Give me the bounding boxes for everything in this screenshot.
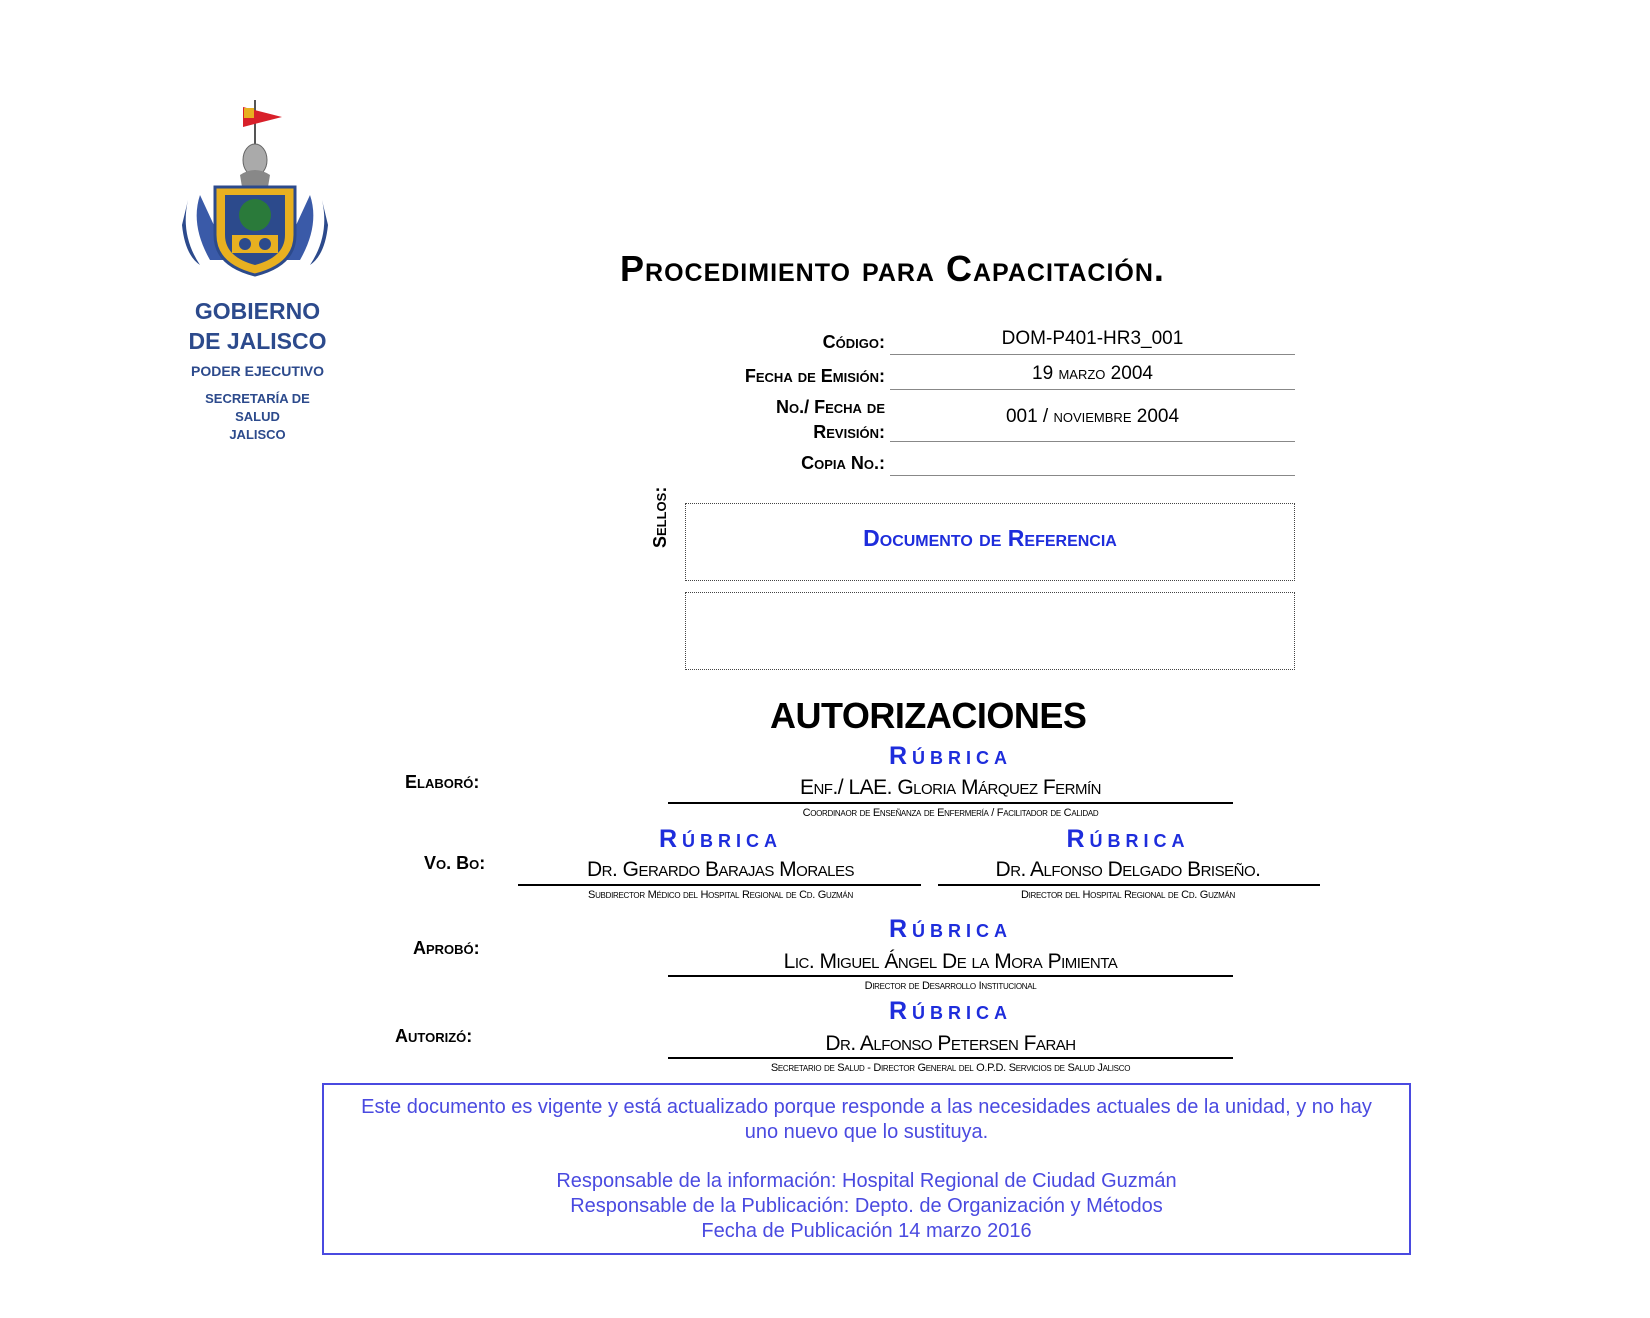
aprobo-signature-line (668, 975, 1233, 977)
revision-rule (890, 441, 1295, 442)
vobo-right-signature-line (938, 884, 1320, 886)
aprobo-title: Director de Desarrollo Institucional (864, 980, 1037, 992)
info-responsible: Responsable de la información: Hospital Regional de Ciudad Guzmán (556, 1170, 1177, 1192)
fecha-emision-value: 19 marzo 2004 (1032, 363, 1153, 384)
revision-label-line2: Revisión: (813, 422, 885, 442)
autorizo-title: Secretario de Salud - Director General del O.P.D. Servicios de Salud Jalisco (770, 1062, 1131, 1074)
vobo-right-name: Dr. Alfonso Delgado Briseño. (995, 858, 1261, 881)
logo-text-gobierno: GOBIERNO (194, 298, 321, 324)
coat-of-arms-icon (170, 95, 345, 295)
aprobo-label: Aprobó: (413, 938, 480, 958)
stamp-box-bottom (685, 592, 1295, 670)
rubrica-elaboro: Rúbrica (888, 742, 1013, 770)
government-logo (170, 95, 345, 445)
fecha-emision-rule (890, 389, 1295, 390)
codigo-value: DOM-P401-HR3_001 (1001, 328, 1184, 349)
validity-note-text: Este documento es vigente y está actualizado porque responde a las necesidades actuales de la unidad, y no hay uno nuevo que lo sustituya. (361, 1096, 1372, 1143)
vobo-left-signature-line (518, 884, 921, 886)
codigo-label: Código: (822, 332, 885, 352)
document-reference: Documento de Referencia (863, 525, 1117, 551)
autorizo-label: Autorizó: (395, 1026, 473, 1046)
elaboro-signature-line (668, 802, 1233, 804)
sellos-label: Sellos: (650, 486, 670, 548)
elaboro-name: Enf./ LAE. Gloria Márquez Fermín (799, 776, 1102, 799)
elaboro-title: Coordinaor de Enseñanza de Enfermería / Facilitador de Calidad (802, 807, 1099, 819)
logo-text-jalisco: DE JALISCO (188, 328, 327, 354)
rubrica-vobo-right: Rúbrica (1066, 825, 1190, 853)
codigo-rule (890, 354, 1295, 355)
copia-rule (890, 475, 1295, 476)
publication-responsible: Responsable de la Publicación: Depto. de Organización y Métodos (570, 1195, 1163, 1217)
rubrica-autorizo: Rúbrica (888, 997, 1013, 1025)
rubrica-vobo-left: Rúbrica (658, 825, 783, 853)
revision-label-line1: No./ Fecha de (775, 397, 885, 417)
logo-text-poder-ejecutivo: PODER EJECUTIVO (190, 363, 325, 379)
publication-date: Fecha de Publicación 14 marzo 2016 (701, 1220, 1032, 1242)
validity-note-box (322, 1083, 1411, 1255)
vobo-left-name: Dr. Gerardo Barajas Morales (586, 858, 855, 881)
vobo-right-title: Director del Hospital Regional de Cd. Guzmán (1020, 889, 1236, 901)
autorizo-name: Dr. Alfonso Petersen Farah (825, 1032, 1076, 1055)
vobo-label: Vo. Bo: (424, 853, 486, 873)
aprobo-name: Lic. Miguel Ángel De la Mora Pimienta (783, 950, 1118, 973)
rubrica-aprobo: Rúbrica (888, 915, 1013, 943)
elaboro-label: Elaboró: (405, 772, 480, 792)
copia-label: Copia No.: (801, 453, 885, 473)
fecha-emision-label: Fecha de Emisión: (744, 366, 885, 386)
autorizaciones-heading: AUTORIZACIONES (770, 695, 1087, 736)
vobo-left-title: Subdirector Médico del Hospital Regional de Cd. Guzmán (588, 889, 853, 901)
revision-value: 001 / noviembre 2004 (1005, 406, 1180, 427)
logo-text-secretaria: SECRETARÍA DE SALUD JALISCO (205, 391, 310, 442)
autorizo-signature-line (668, 1057, 1233, 1059)
page-title: Procedimiento para Capacitación. (620, 248, 1165, 289)
